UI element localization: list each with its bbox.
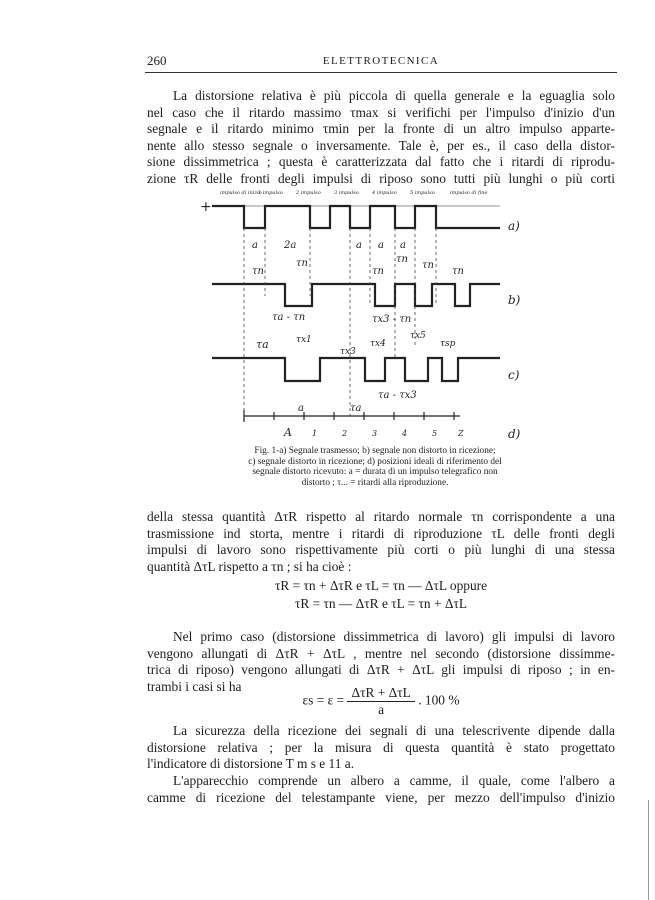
timing-diagram bbox=[200, 186, 540, 450]
paragraph-2 bbox=[147, 509, 615, 575]
text-line: zione τR delle fronti degli impulsi di riposo sono tutti più lunghi o più corti bbox=[147, 170, 615, 186]
top-label: 3 impulso bbox=[334, 190, 359, 196]
text-line: trica di riposo) vengono allungati di ΔτR + ΔτL gli impulsi di riposo ; in en- bbox=[147, 662, 615, 678]
dim-a: a bbox=[378, 240, 384, 251]
signal-b-trace bbox=[212, 284, 500, 306]
c-label: τsp bbox=[440, 339, 456, 349]
b-label: τa - τn bbox=[272, 312, 306, 323]
text-line: segnale e il ritardo minimo τmin per la fronte di un altro impulso apparte- bbox=[147, 121, 615, 137]
text-line: nente allo stesso segnale o inversamente. Tale è, per es., il caso della distor- bbox=[147, 137, 615, 153]
signal-c-trace bbox=[212, 358, 500, 381]
text-line: La distorsione relativa è più piccola di quella generale e la eguaglia solo bbox=[173, 88, 615, 103]
c-label: τx4 bbox=[370, 339, 386, 349]
equation-1: τR = τn + ΔτR e τL = τn — ΔτL oppure bbox=[274, 578, 488, 593]
paragraph-4 bbox=[147, 723, 615, 773]
caption-line: c) segnale distorto in ricezione; d) posizioni ideali di riferimento del bbox=[248, 456, 502, 467]
dim-a: a bbox=[252, 240, 258, 251]
top-label: 4 impulso bbox=[372, 190, 397, 196]
dim-a: a bbox=[356, 240, 362, 251]
text-line: sione dissimmetrica ; questa è caratterizzata dal fatto che i ritardi di riprodu- bbox=[147, 154, 615, 170]
text-line: L'apparecchio comprende un albero a camme, il quale, come l'albero a bbox=[173, 773, 615, 788]
tau-n: τn bbox=[452, 266, 464, 277]
text-line: La sicurezza della ricezione dei segnali di una telescrivente dipende dalla bbox=[173, 723, 615, 738]
caption-line: Fig. 1-a) Segnale trasmesso; b) segnale non distorto in ricezione; bbox=[254, 446, 496, 456]
c-label: τx3 bbox=[340, 347, 356, 357]
tau-n: τn bbox=[252, 266, 264, 277]
top-label: 1 impulso bbox=[258, 190, 283, 196]
axis-label: 1 bbox=[312, 429, 318, 438]
tau-n: τn bbox=[296, 258, 308, 269]
axis-label: 5 bbox=[432, 429, 438, 438]
distortion-formula bbox=[147, 685, 615, 718]
text-line: trasmissione ind storta, mentre i ritardi di riproduzione τL delle fronti degli bbox=[147, 525, 615, 541]
text-line: distorsione relativa ; per la misura di questa quantità è stato progettato bbox=[147, 739, 615, 755]
row-label-c: c) bbox=[508, 368, 520, 382]
page-header bbox=[147, 53, 615, 71]
text-line: l'indicatore di distorsione T m s e 11 a. bbox=[147, 756, 355, 772]
text-line: impulsi di lavoro sono rispettivamente più corti o più lunghi di una stessa bbox=[147, 542, 615, 558]
running-title: ELETTROTECNICA bbox=[322, 55, 440, 67]
formula-lhs: εs = ε = bbox=[302, 692, 345, 708]
row-label-d: d) bbox=[508, 427, 521, 441]
axis-label: 4 bbox=[402, 429, 408, 438]
text-line: camme di ricezione del telestampante viene, per mezzo dell'impulso d'inizio bbox=[147, 789, 615, 805]
text-line: nel caso che il ritardo massimo τmax si verifichi per l'impulso d'inizio d'un bbox=[147, 104, 615, 120]
paragraph-1 bbox=[147, 88, 615, 188]
formula-numerator: ΔτR + ΔτL bbox=[347, 685, 414, 702]
tau-n: τn bbox=[422, 260, 434, 271]
c-label: τx1 bbox=[296, 335, 312, 345]
header-rule bbox=[145, 72, 617, 73]
text-line: Nel primo caso (distorsione dissimmetrica di lavoro) gli impulsi di lavoro bbox=[173, 629, 615, 644]
text-line: della stessa quantità ΔτR rispetto al ritardo normale τn corrispondente a una bbox=[147, 509, 615, 524]
c-label: τa bbox=[256, 338, 269, 351]
paragraph-5 bbox=[147, 773, 615, 806]
axis-label: Z bbox=[458, 429, 464, 438]
formula-rhs: . 100 % bbox=[418, 692, 460, 708]
caption-line: distorto ; τ... = ritardi alla riproduzione. bbox=[301, 477, 449, 488]
top-label: 5 impulso bbox=[410, 190, 435, 196]
c-bottom-label: τa - τx3 bbox=[378, 390, 417, 401]
tau-n: τn bbox=[396, 254, 408, 265]
axis-label: 3 bbox=[372, 429, 378, 438]
page-number: 260 bbox=[147, 53, 167, 68]
text-line: quantità ΔτL rispetto a τn ; si ha cioè : bbox=[147, 558, 352, 574]
row-label-b: b) bbox=[508, 293, 521, 307]
axis-label: A bbox=[284, 426, 292, 439]
dim-a: a bbox=[400, 240, 406, 251]
figure-caption bbox=[200, 446, 550, 488]
formula-fraction bbox=[347, 685, 414, 718]
d-label: τa bbox=[350, 403, 362, 414]
top-label: impulso di fine bbox=[450, 190, 488, 196]
row-label-a: a) bbox=[508, 219, 520, 233]
equation-2: τR = τn — ΔτR e τL = τn + ΔτL bbox=[294, 596, 468, 611]
top-label: impulso di inizio bbox=[220, 190, 262, 196]
axis-label: 2 bbox=[342, 429, 348, 438]
c-label: τx5 bbox=[410, 331, 426, 341]
top-label: 2 impulso bbox=[296, 190, 321, 196]
text-line: trambi i casi si ha bbox=[147, 678, 242, 694]
signal-a-trace bbox=[212, 206, 500, 228]
scan-edge-line bbox=[648, 800, 649, 900]
caption-line: segnale distorto ricevuto: a = durata di un impulso telegrafico non bbox=[252, 467, 498, 478]
dim-2a: 2a bbox=[284, 240, 297, 251]
d-label: a bbox=[298, 403, 304, 414]
formula-denominator: a bbox=[378, 702, 385, 717]
tau-n: τn bbox=[372, 266, 384, 277]
b-label: τx3 - τn bbox=[372, 314, 412, 325]
text-line: vengono allungati di ΔτR + ΔτL , mentre nel secondo (distorsione dissimme- bbox=[147, 645, 615, 661]
plus-sign: + bbox=[200, 199, 212, 215]
